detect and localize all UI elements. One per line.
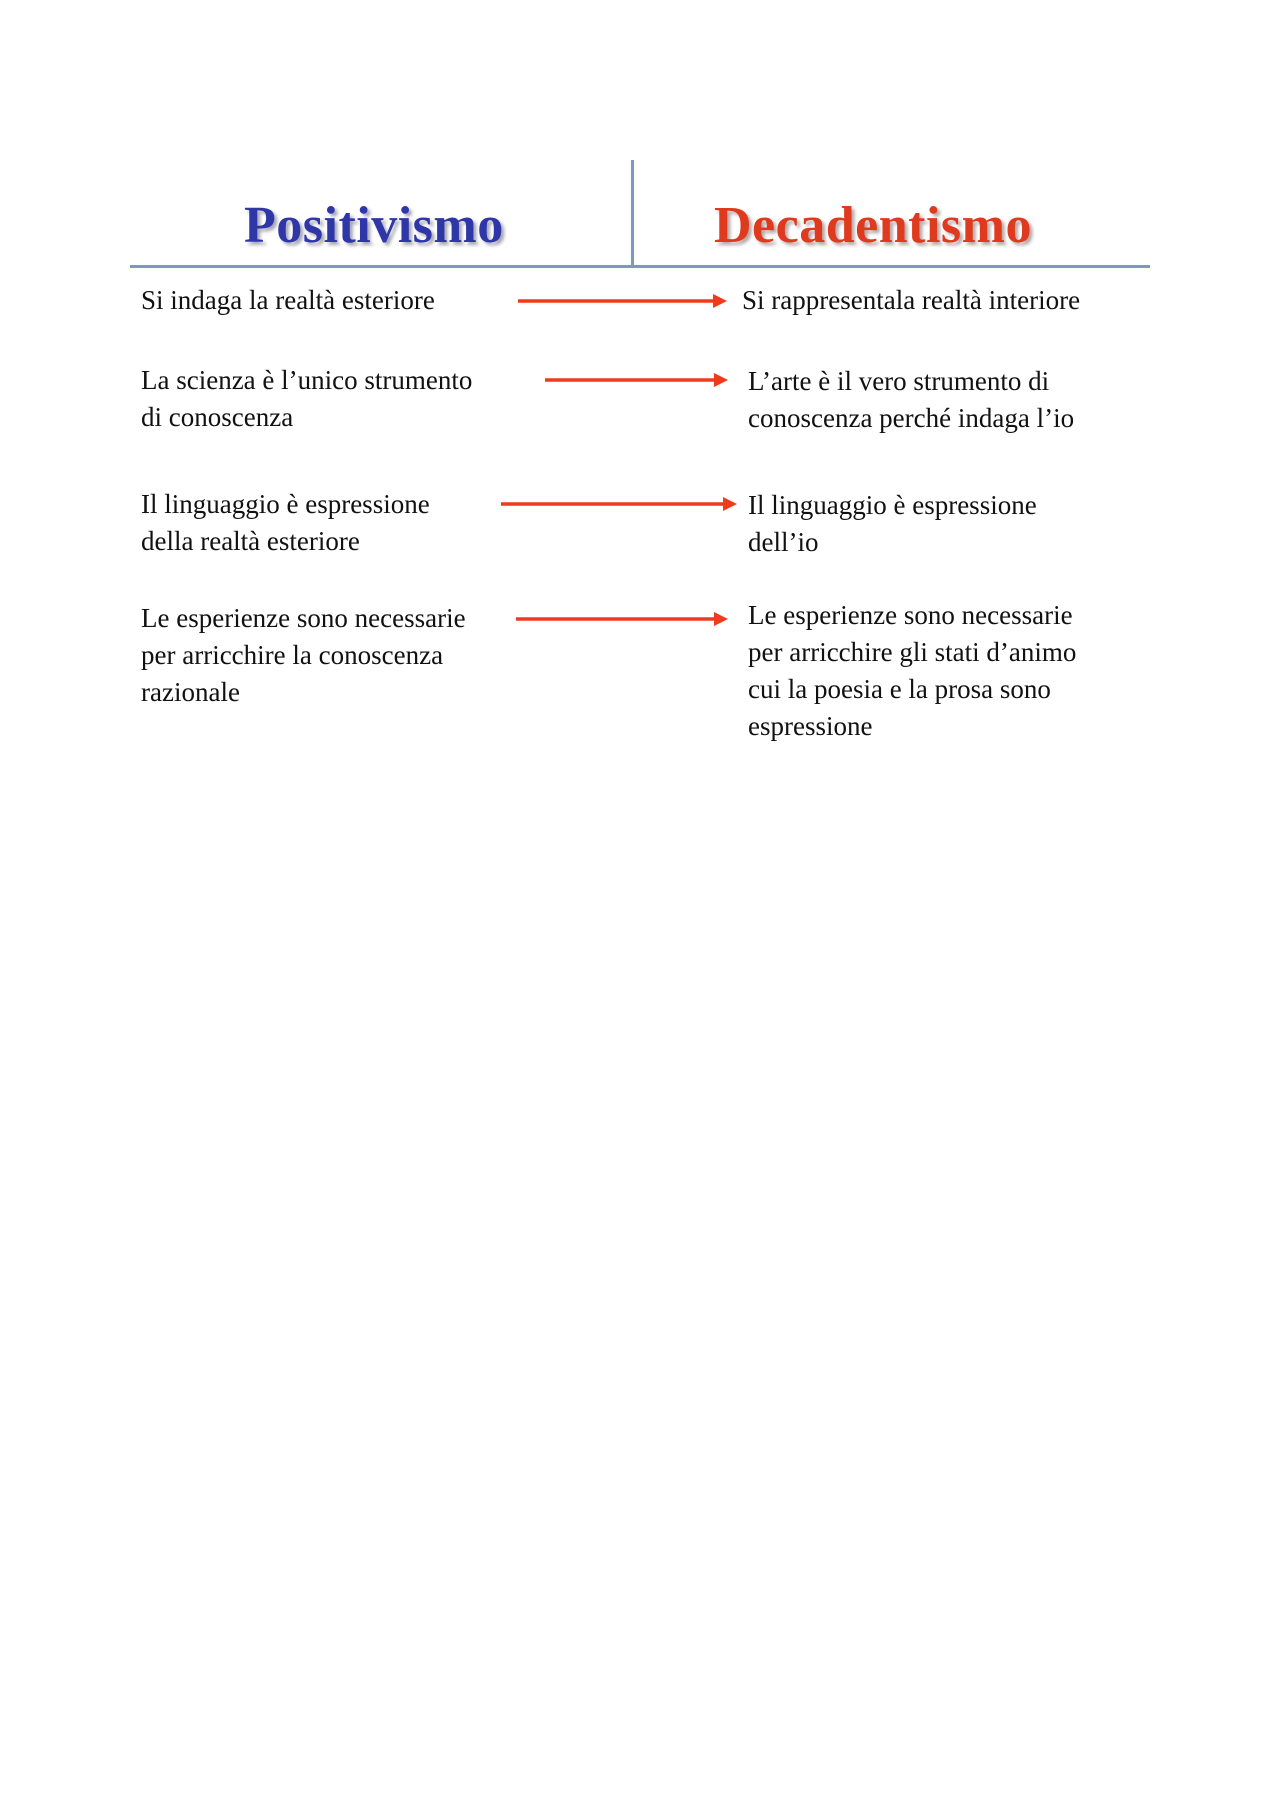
header-underline: [130, 265, 1150, 268]
row-3-left-line-1: Il linguaggio è espressione: [141, 489, 430, 519]
row-2-right-line-1: L’arte è il vero strumento di: [748, 366, 1050, 396]
row-4-right-line-3: cui la poesia e la prosa sono: [748, 674, 1051, 704]
arrow-row-3: [501, 497, 737, 511]
row-4-left-line-1: Le esperienze sono necessarie: [141, 603, 466, 633]
row-2-left-line-2: di conoscenza: [141, 402, 294, 432]
row-2-left: [141, 362, 472, 436]
row-3-right-line-2: dell’io: [748, 527, 819, 557]
row-4-left-line-3: razionale: [141, 677, 240, 707]
row-4-left-line-2: per arricchire la conoscenza: [141, 640, 444, 670]
row-2-right: [748, 363, 1074, 437]
arrow-row-4: [516, 612, 728, 626]
row-4-right-line-1: Le esperienze sono necessarie: [748, 600, 1073, 630]
row-2-right-line-2: conoscenza perché indaga l’io: [748, 403, 1075, 433]
arrow-row-1: [518, 294, 727, 308]
row-1-left: [141, 282, 435, 319]
row-1-right-line-1: Si rappresentala realtà interiore: [742, 285, 1081, 315]
arrow-row-2: [545, 373, 728, 387]
heading-decadentismo: Decadentismo: [714, 197, 1032, 254]
row-4-left: [141, 600, 466, 711]
row-1-left-line-1: Si indaga la realtà esteriore: [141, 285, 435, 315]
row-4-right: [748, 597, 1076, 745]
heading-positivismo: Positivismo: [244, 197, 504, 254]
row-2-left-line-1: La scienza è l’unico strumento: [141, 365, 473, 395]
row-4-right-line-4: espressione: [748, 711, 873, 741]
vertical-divider: [631, 160, 634, 268]
row-3-right: [748, 487, 1037, 561]
row-3-right-line-1: Il linguaggio è espressione: [748, 490, 1037, 520]
row-4-right-line-2: per arricchire gli stati d’animo: [748, 637, 1077, 667]
row-3-left: [141, 486, 430, 560]
row-1-right: [742, 282, 1080, 319]
row-3-left-line-2: della realtà esteriore: [141, 526, 360, 556]
